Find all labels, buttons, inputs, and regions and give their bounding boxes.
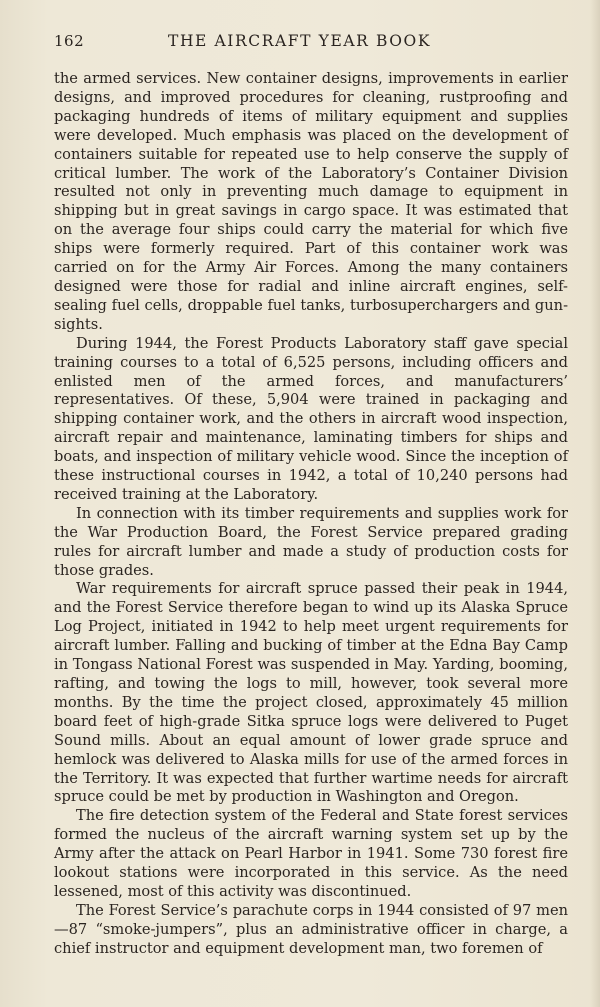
running-title: THE AIRCRAFT YEAR BOOK bbox=[168, 32, 432, 50]
body-text bbox=[54, 70, 568, 959]
running-header bbox=[54, 32, 570, 62]
paragraph-grading-rules: In connection with its timber requirements and supplies work for the War Production Board, the Forest Service prepared grading rules for aircraft lumber and made a study of production costs for those grades. bbox=[54, 504, 568, 579]
page-number: 162 bbox=[54, 32, 85, 50]
paragraph-container-designs: the armed services. New container designs, improvements in earlier designs, and improved procedures for cleaning, rustproofing and packaging hundreds of items of military equipment and supplies were developed. Much emphasis was placed on the development of containers suitable for repeated use to help conserve the supply of critical lumber. The work of the Laboratory’s Container Division resulted not only in preventing much damage to equipment in shipping but in great savings in cargo space. It was estimated that on the average four ships could carry the material for which five ships were formerly required. Part of this container work was carried on for the Army Air Forces. Among the many containers designed were those for radial and inline aircraft engines, self-sealing fuel cells, droppable fuel tanks, turbosuperchargers and gun-sights. bbox=[54, 70, 568, 333]
paragraph-alaska-spruce: War requirements for aircraft spruce passed their peak in 1944, and the Forest Service therefore began to wind up its Alaska Spruce Log Project, initiated in 1942 to help meet urgent requirements for aircraft lumber. Falling and bucking of timber at the Edna Bay Camp in Tongass National Forest was suspended in May. Yarding, booming, rafting, and towing the logs to mill, however, took several more months. By the time the project closed, approximately 45 million board feet of high-grade Sitka spruce logs were delivered to Puget Sound mills. About an equal amount of lower grade spruce and hemlock was delivered to Alaska mills for use of the armed forces in the Territory. It was expected that further wartime needs for aircraft spruce could be met by production in Washington and Oregon. bbox=[54, 580, 568, 806]
paragraph-training-courses: During 1944, the Forest Products Laboratory staff gave special training courses to a total of 6,525 persons, including officers and enlisted men of the armed forces, and manufacturers’ representatives. Of these, 5,904 were trained in packaging and shipping container work, and the others in aircraft wood inspection, aircraft repair and maintenance, laminating timbers for ships and boats, and inspection of military vehicle wood. Since the inception of these instructional courses in 1942, a total of 10,240 persons had received training at the Laboratory. bbox=[54, 334, 568, 503]
paragraph-fire-detection: The fire detection system of the Federal and State forest services formed the nucleus of the aircraft warning system set up by the Army after the attack on Pearl Harbor in 1941. Some 730 forest fire lookout stations were incorporated in this service. As the need lessened, most of this activity was discontinued. bbox=[54, 807, 568, 900]
paragraph-parachute-corps: The Forest Service’s parachute corps in 1944 consisted of 97 men—87 “smoke-jumpers”, plus an administrative officer in charge, a chief instructor and equipment development man, two foremen of bbox=[54, 901, 568, 957]
page-edge-shadow bbox=[590, 0, 600, 1007]
